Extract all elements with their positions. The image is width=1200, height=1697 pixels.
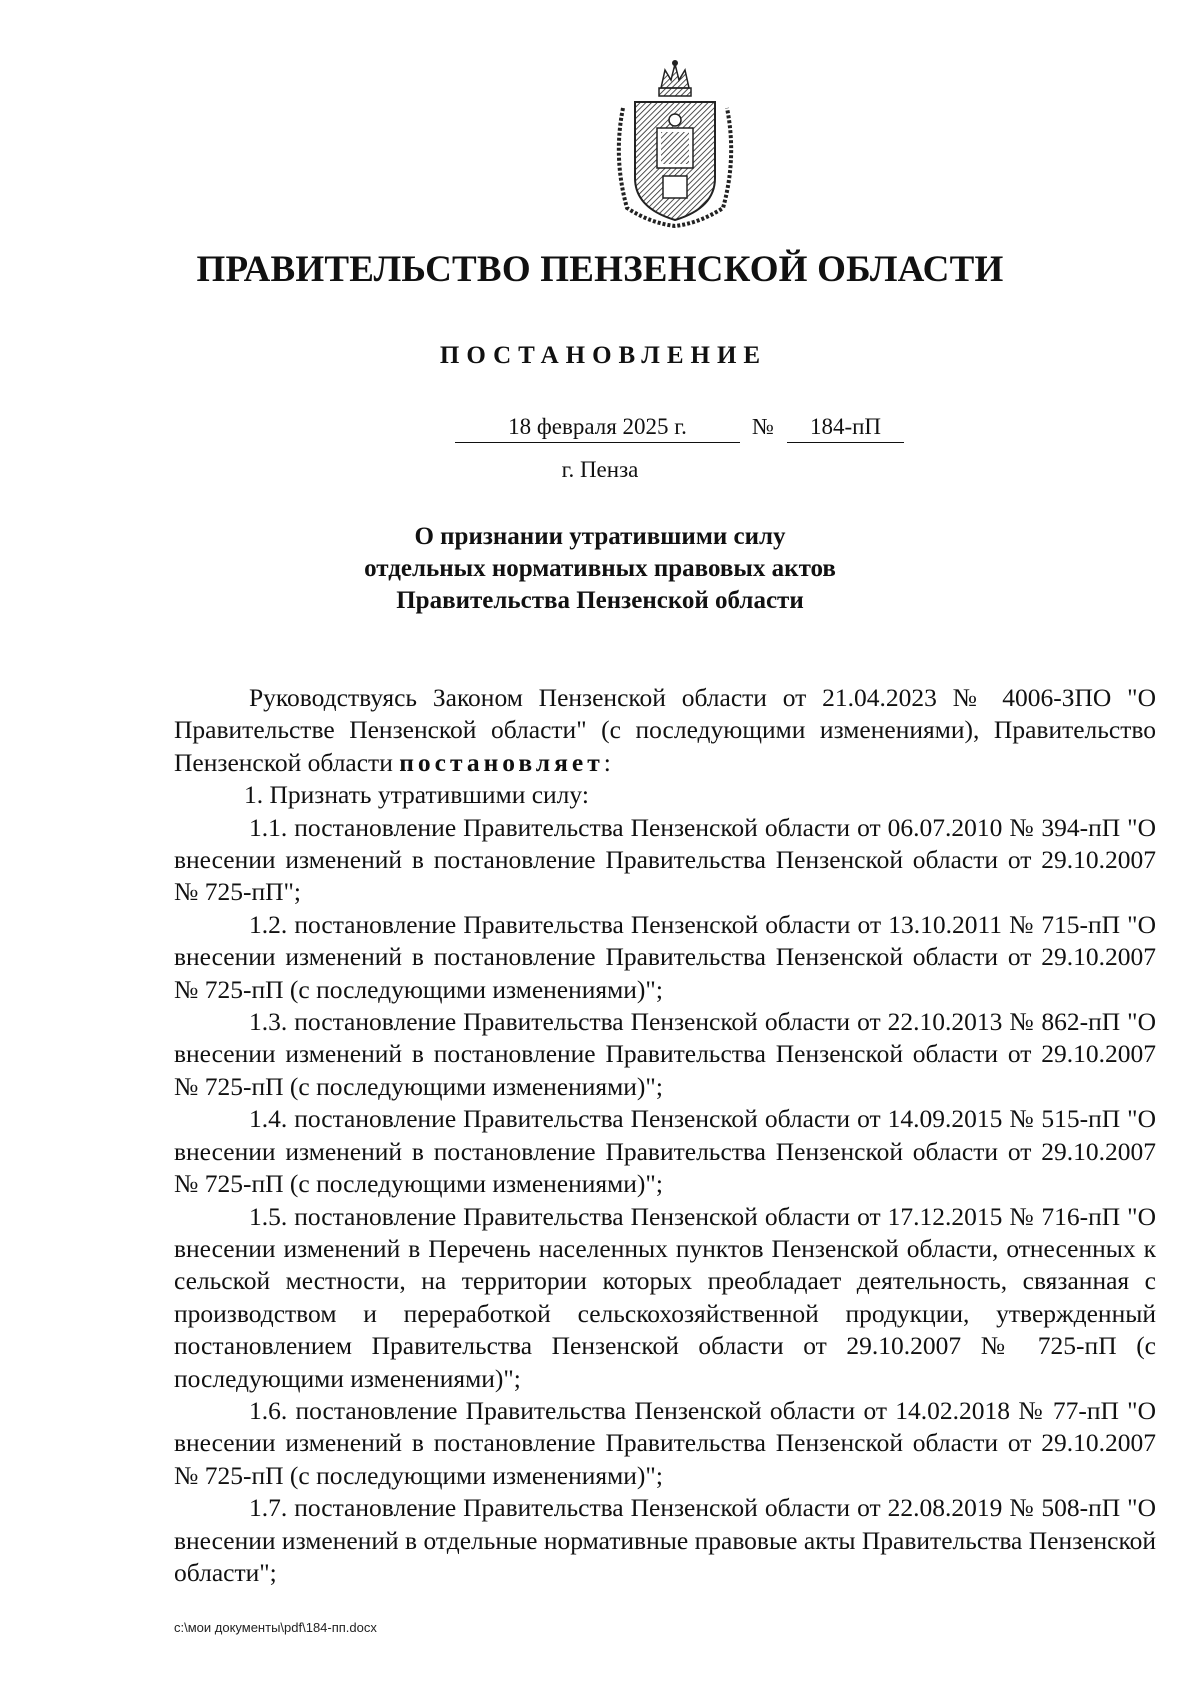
document-number: 184-пП: [787, 412, 904, 443]
preamble-paragraph: [174, 682, 1156, 779]
subitem: 1.5. постановление Правительства Пензенской области от 17.12.2015 № 716-пП "О внесении изменений в Перечень населенных пунктов Пензенской области, отнесенных к сельской местности, на территории которых преобладает деятельность, связанная с производством и переработкой сельскохозяйственной продукции, утвержденный постановлением Правительства Пензенской области от 29.10.2007 № 725-пП (с последующими изменениями)";: [174, 1201, 1156, 1393]
subject-line: О признании утратившими силу: [414, 523, 786, 550]
footer-file-path: c:\мои документы\pdf\184-пп.docx: [174, 1620, 377, 1635]
document-subject: [0, 521, 1200, 617]
date-number-line: [0, 412, 1200, 442]
city: г. Пенза: [561, 457, 639, 482]
number-sign: №: [752, 414, 774, 439]
subitem: 1.3. постановление Правительства Пензенской области от 22.10.2013 № 862-пП "О внесении изменений в постановление Правительства Пензенской области от 29.10.2007 № 725-пП (с последующими изменениями)";: [174, 1007, 1156, 1101]
subject-line: Правительства Пензенской области: [396, 587, 804, 614]
document-body: [174, 682, 1156, 1589]
item-1: 1. Признать утратившими силу:: [244, 780, 589, 810]
subitem: 1.6. постановление Правительства Пензенской области от 14.02.2018 № 77-пП "О внесении изменений в постановление Правительства Пензенской области от 29.10.2007 № 725-пП (с последующими изменениями)";: [174, 1395, 1156, 1490]
subitem: 1.1. постановление Правительства Пензенской области от 06.07.2010 № 394-пП "О внесении изменений в постановление Правительства Пензенской области от 29.10.2007 № 725-пП";: [174, 812, 1156, 907]
subitem: 1.4. постановление Правительства Пензенской области от 14.09.2015 № 515-пП "О внесении изменений в постановление Правительства Пензенской области от 29.10.2007 № 725-пП (с последующими изменениями)";: [174, 1104, 1156, 1199]
coat-of-arms-icon: [605, 58, 745, 228]
preamble-colon: :: [603, 747, 611, 777]
document-date: 18 февраля 2025 г.: [455, 412, 740, 443]
document-type: ПОСТАНОВЛЕНИЕ: [439, 342, 768, 369]
subject-line: отдельных нормативных правовых актов: [364, 555, 836, 582]
subitem: 1.2. постановление Правительства Пензенской области от 13.10.2011 № 715-пП "О внесении изменений в постановление Правительства Пензенской области от 29.10.2007 № 725-пП (с последующими изменениями)";: [174, 909, 1156, 1004]
subitem: 1.7. постановление Правительства Пензенской области от 22.08.2019 № 508-пП "О внесении изменений в отдельные нормативные правовые акты Правительства Пензенской области";: [174, 1493, 1156, 1587]
organization-title: ПРАВИТЕЛЬСТВО ПЕНЗЕНСКОЙ ОБЛАСТИ: [196, 249, 1004, 290]
preamble-action: постановляет: [399, 747, 604, 777]
preamble-text: Руководствуясь Законом Пензенской области от 21.04.2023 № 4006-ЗПО "О Правительстве Пензенской области" (с последующими изменениями), Правительство Пензенской области: [174, 683, 1156, 777]
